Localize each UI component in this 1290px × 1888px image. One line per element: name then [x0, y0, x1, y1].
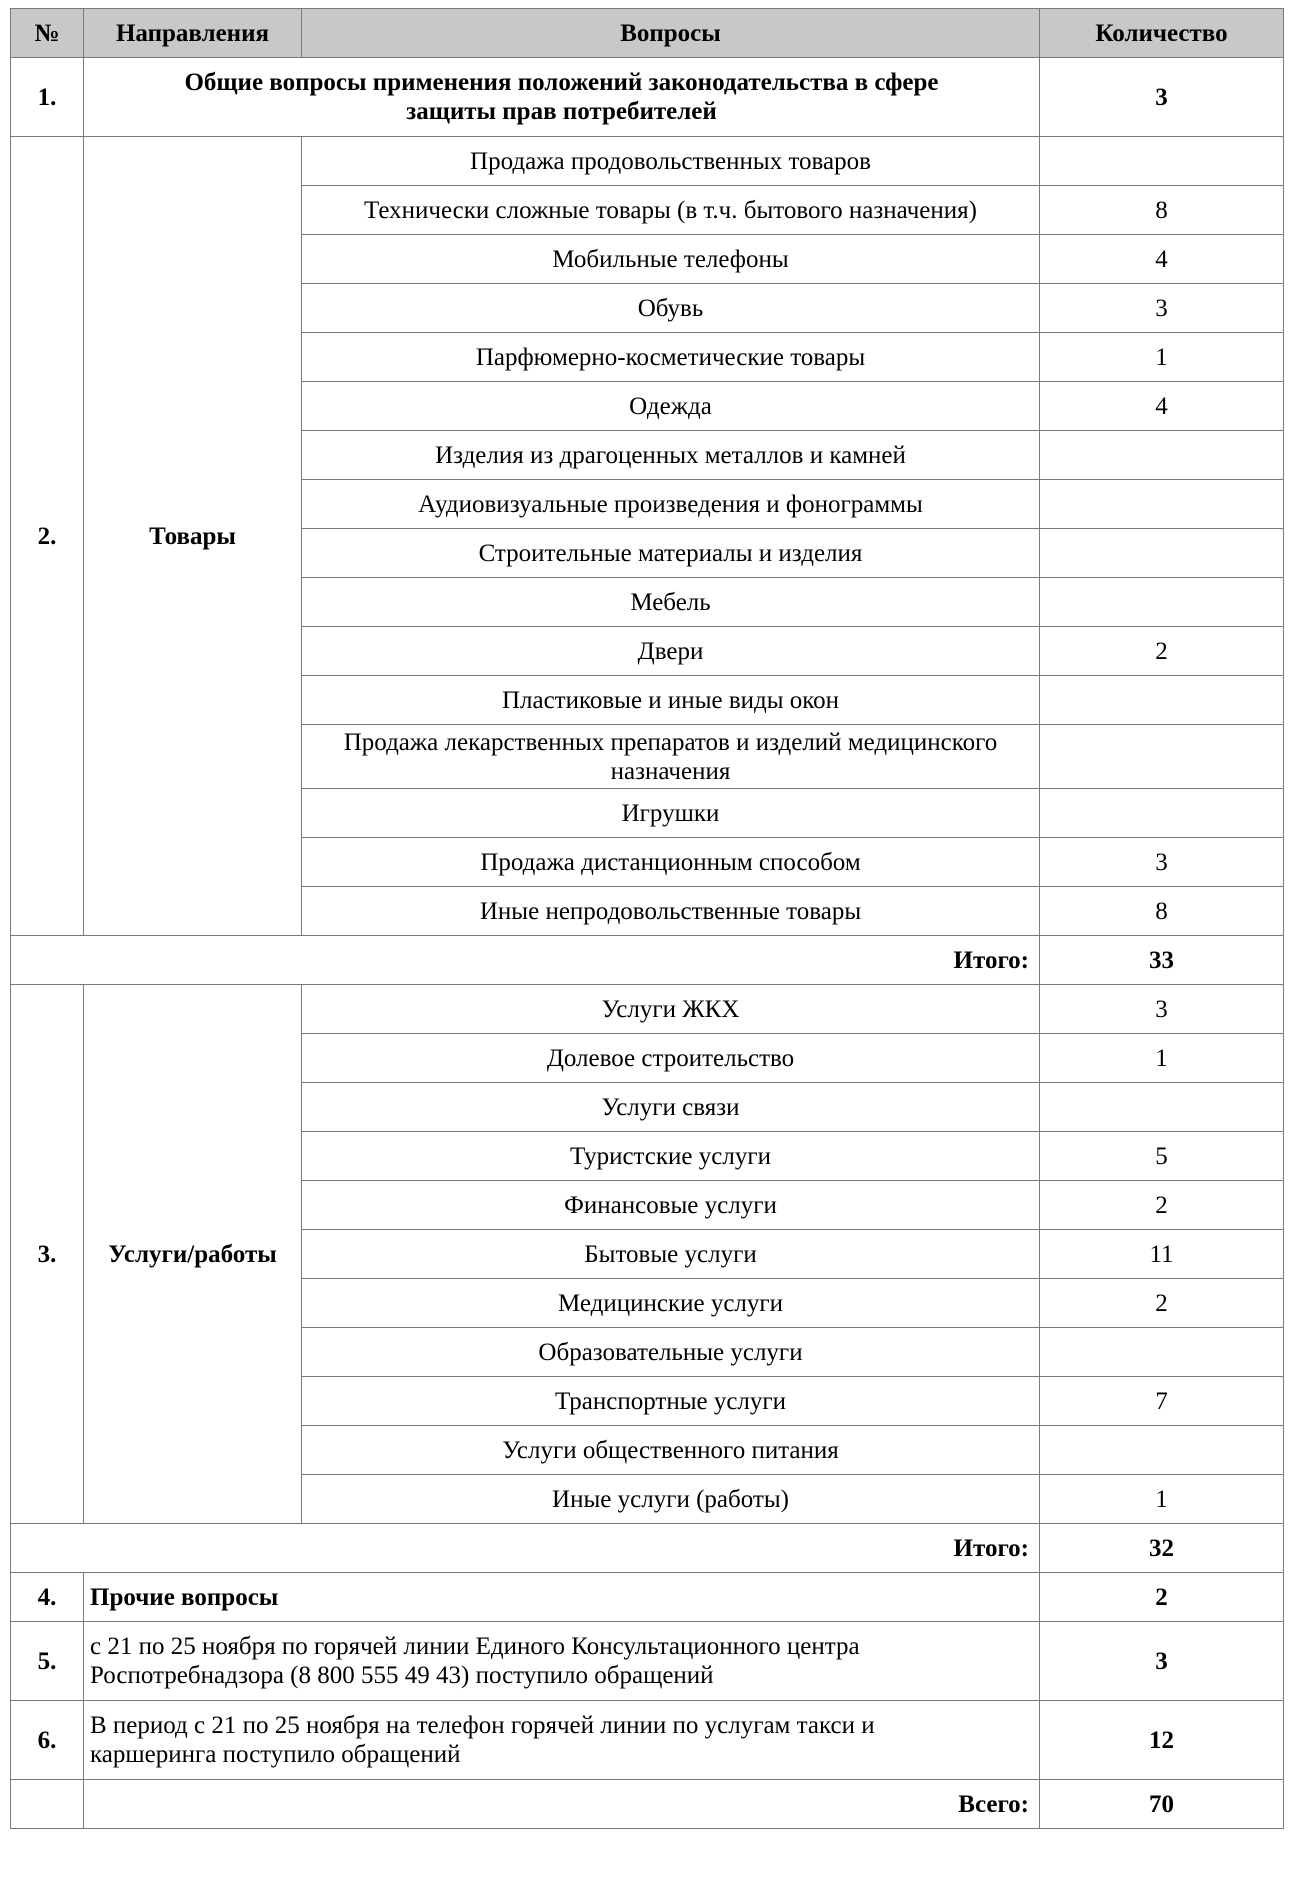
item-count: 8: [1040, 887, 1284, 936]
services-item-row: [11, 985, 1284, 1034]
item-count: 11: [1040, 1230, 1284, 1279]
header-count: Количество: [1040, 9, 1284, 58]
item-count: [1040, 137, 1284, 186]
item-label: Услуги связи: [302, 1083, 1040, 1132]
consumer-rights-table: [10, 8, 1284, 1829]
row-hotline-taxi: [11, 1701, 1284, 1780]
row-text-line1: с 21 по 25 ноября по горячей линии Единого Консультационного центра: [90, 1633, 860, 1660]
item-label: Пластиковые и иные виды окон: [302, 676, 1040, 725]
row-text-line2: защиты прав потребителей: [406, 98, 717, 125]
item-count: [1040, 431, 1284, 480]
item-label: Одежда: [302, 382, 1040, 431]
grand-total-label: Всего:: [84, 1780, 1040, 1829]
item-count: 3: [1040, 985, 1284, 1034]
item-count: 2: [1040, 1279, 1284, 1328]
item-count: 4: [1040, 382, 1284, 431]
item-label: Иные непродовольственные товары: [302, 887, 1040, 936]
item-label: Продажа дистанционным способом: [302, 838, 1040, 887]
services-total-value: 32: [1040, 1524, 1284, 1573]
row-count: 3: [1040, 58, 1284, 137]
item-label: Продажа продовольственных товаров: [302, 137, 1040, 186]
item-label: Игрушки: [302, 789, 1040, 838]
item-label: Изделия из драгоценных металлов и камней: [302, 431, 1040, 480]
item-count: 8: [1040, 186, 1284, 235]
item-count: 5: [1040, 1132, 1284, 1181]
item-label: Транспортные услуги: [302, 1377, 1040, 1426]
item-count: [1040, 676, 1284, 725]
item-count: [1040, 529, 1284, 578]
row-text: [84, 1701, 1040, 1780]
item-count: 1: [1040, 1475, 1284, 1524]
row-num: 6.: [11, 1701, 84, 1780]
row-text: [84, 1622, 1040, 1701]
item-count: [1040, 725, 1284, 789]
item-label: Мебель: [302, 578, 1040, 627]
row-general: [11, 58, 1284, 137]
row-count: 12: [1040, 1701, 1284, 1780]
item-count: [1040, 578, 1284, 627]
services-direction: Услуги/работы: [84, 985, 302, 1524]
goods-total-row: [11, 936, 1284, 985]
row-num: 5.: [11, 1622, 84, 1701]
header-row: [11, 9, 1284, 58]
item-count: 1: [1040, 333, 1284, 382]
header-questions: Вопросы: [302, 9, 1040, 58]
row-num: 4.: [11, 1573, 84, 1622]
item-label: Туристские услуги: [302, 1132, 1040, 1181]
row-text-line1: Общие вопросы применения положений законодательства в сфере: [184, 69, 939, 96]
item-count: [1040, 1083, 1284, 1132]
item-label: Медицинские услуги: [302, 1279, 1040, 1328]
grand-total-row: [11, 1780, 1284, 1829]
goods-item-row: [11, 137, 1284, 186]
item-count: 3: [1040, 284, 1284, 333]
item-count: [1040, 480, 1284, 529]
item-label-line1: Продажа лекарственных препаратов и изделий медицинского: [343, 728, 998, 756]
item-count: [1040, 789, 1284, 838]
item-label: Финансовые услуги: [302, 1181, 1040, 1230]
item-count: 7: [1040, 1377, 1284, 1426]
grand-total-value: 70: [1040, 1780, 1284, 1829]
header-direction: Направления: [84, 9, 302, 58]
item-label: Парфюмерно-косметические товары: [302, 333, 1040, 382]
item-label: Технически сложные товары (в т.ч. бытового назначения): [302, 186, 1040, 235]
item-label: Бытовые услуги: [302, 1230, 1040, 1279]
item-count: [1040, 1426, 1284, 1475]
row-count: 3: [1040, 1622, 1284, 1701]
row-count: 2: [1040, 1573, 1284, 1622]
goods-total-value: 33: [1040, 936, 1284, 985]
item-label: Долевое строительство: [302, 1034, 1040, 1083]
item-label: Иные услуги (работы): [302, 1475, 1040, 1524]
item-count: 1: [1040, 1034, 1284, 1083]
goods-num: 2.: [11, 137, 84, 936]
item-count: 4: [1040, 235, 1284, 284]
row-text-line1: В период с 21 по 25 ноября на телефон горячей линии по услугам такси и: [90, 1712, 875, 1739]
row-other: [11, 1573, 1284, 1622]
row-num: 1.: [11, 58, 84, 137]
item-label: Аудиовизуальные произведения и фонограммы: [302, 480, 1040, 529]
goods-direction: Товары: [84, 137, 302, 936]
item-label-line2: назначения: [610, 757, 731, 785]
item-label: Строительные материалы и изделия: [302, 529, 1040, 578]
item-label: Двери: [302, 627, 1040, 676]
row-hotline-center: [11, 1622, 1284, 1701]
item-label: [302, 725, 1040, 789]
row-text: Прочие вопросы: [84, 1573, 1040, 1622]
grand-total-empty: [11, 1780, 84, 1829]
services-num: 3.: [11, 985, 84, 1524]
item-label: Образовательные услуги: [302, 1328, 1040, 1377]
item-count: 3: [1040, 838, 1284, 887]
header-num: №: [11, 9, 84, 58]
item-label: Услуги общественного питания: [302, 1426, 1040, 1475]
item-label: Услуги ЖКХ: [302, 985, 1040, 1034]
item-count: [1040, 1328, 1284, 1377]
item-label: Мобильные телефоны: [302, 235, 1040, 284]
row-text-line2: каршеринга поступило обращений: [90, 1741, 461, 1768]
row-text: [84, 58, 1040, 137]
item-count: 2: [1040, 1181, 1284, 1230]
item-count: 2: [1040, 627, 1284, 676]
row-text-line2: Роспотребнадзора (8 800 555 49 43) поступило обращений: [90, 1662, 714, 1689]
item-label: Обувь: [302, 284, 1040, 333]
goods-total-label: Итого:: [11, 936, 1040, 985]
services-total-row: [11, 1524, 1284, 1573]
services-total-label: Итого:: [11, 1524, 1040, 1573]
